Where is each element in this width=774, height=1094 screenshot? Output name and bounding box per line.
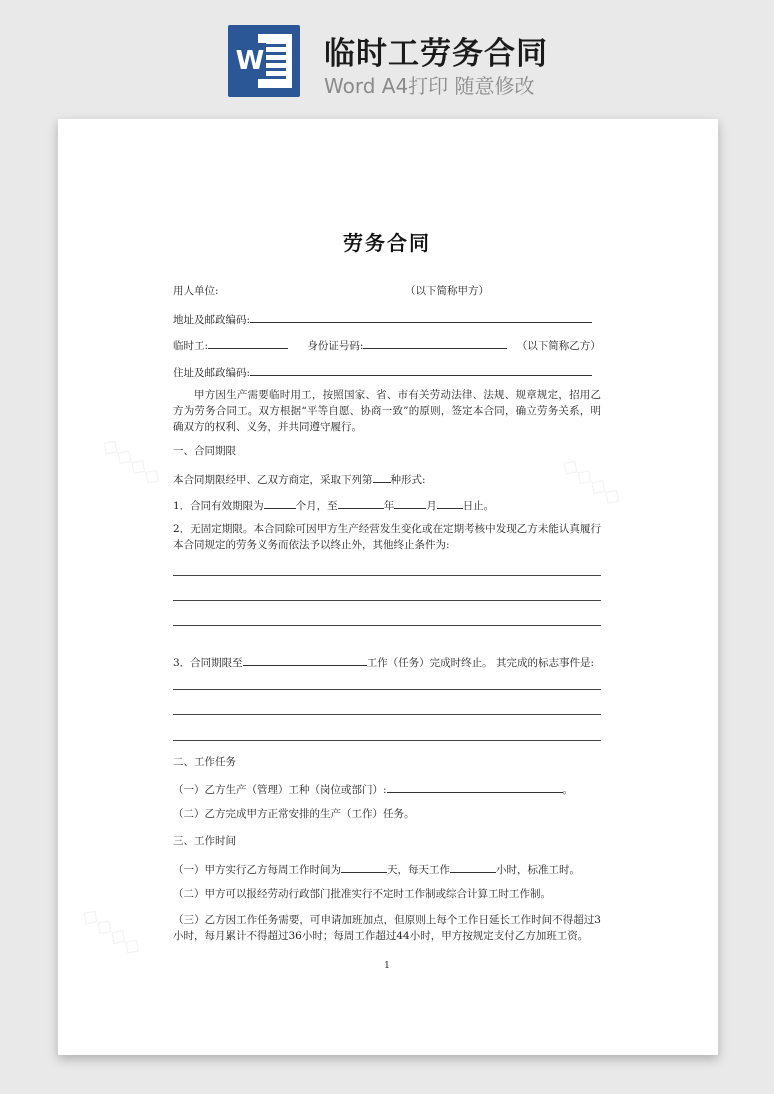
term-options-line	[173, 471, 601, 487]
intro-paragraph: 甲方因生产需要临时用工，按照国家、省、市有关劳动法律、法规、规章规定，招用乙方为劳务合同工。双方根据“平等自愿、协商一致”的原则，签定本合同，确立劳务关系，明确双方的权利、义务，并共同遵守履行。	[173, 389, 601, 433]
fixed-term-text: 1．合同有效期限为	[173, 500, 264, 512]
days-per-week-field[interactable]	[341, 861, 387, 873]
job-type-field[interactable]	[387, 781, 563, 793]
task-field[interactable]	[243, 654, 367, 666]
blank-line[interactable]	[173, 625, 601, 626]
employer-address-field[interactable]	[250, 311, 592, 323]
hours-per-day-field[interactable]	[450, 861, 496, 873]
term-options-suffix: 种形式:	[390, 474, 426, 486]
hours-suffix: 小时，标准工时。	[496, 864, 580, 876]
task-term-text: 3．合同期限至	[173, 657, 243, 669]
task-term-line	[173, 654, 601, 670]
period-mark: 。	[562, 784, 574, 796]
watermark: ◇◇◇◇	[556, 451, 627, 512]
worker-address-field[interactable]	[250, 364, 592, 376]
worker-address-label: 住址及邮政编码:	[173, 367, 251, 379]
task-item-2: （二）乙方完成甲方正常安排的生产（工作）任务。	[173, 808, 415, 820]
year-label: 年	[383, 500, 395, 512]
temp-worker-name-field[interactable]	[208, 337, 288, 349]
section-3-heading: 三、工作时间	[173, 835, 236, 847]
term-options-text: 本合同期限经甲、乙双方商定，采取下列第	[173, 474, 373, 486]
hours-item-2: （二）甲方可以报经劳动行政部门批准实行不定时工作制或综合计算工时工作制。	[173, 888, 551, 900]
fixed-term-text: 个月，至	[295, 500, 338, 512]
worker-address-line	[173, 364, 601, 380]
end-year-field[interactable]	[338, 497, 384, 509]
header-banner	[0, 0, 774, 112]
document-title: 劳务合同	[343, 231, 431, 255]
day-label: 日止。	[462, 500, 495, 512]
employer-note: （以下简称甲方）	[405, 285, 489, 297]
hours-text: （一）甲方实行乙方每周工作时间为	[173, 864, 341, 876]
document-page	[58, 119, 718, 1055]
end-day-field[interactable]	[437, 497, 463, 509]
hours-line	[173, 861, 601, 877]
banner-subtitle: Word A4打印 随意修改	[324, 74, 535, 98]
job-type-text: （一）乙方生产（管理）工种（岗位或部门）:	[173, 784, 387, 796]
blank-line[interactable]	[173, 714, 601, 715]
word-icon-letter: W	[234, 43, 266, 79]
temp-worker-line	[173, 337, 601, 353]
section-1-heading: 一、合同期限	[173, 445, 236, 457]
id-number-field[interactable]	[363, 337, 507, 349]
blank-line[interactable]	[173, 575, 601, 576]
watermark: ◇◇◇◇	[96, 431, 167, 492]
blank-line[interactable]	[173, 740, 601, 741]
overtime-paragraph: （三）乙方因工作任务需要，可申请加班加点，但原则上每个工作日延长工作时间不得超过3小时，每月累计不得超过36小时；每周工作超过44小时，甲方按规定支付乙方加班工资。	[173, 914, 601, 942]
temp-worker-note: （以下简称乙方）	[516, 340, 601, 352]
open-term-paragraph: 2．无固定期限。本合同除可因甲方生产经营发生变化或在定期考核中发现乙方未能认真履行本合同规定的劳务义务而依法予以终止外，其他终止条件为:	[173, 523, 601, 551]
employer-label: 用人单位:	[173, 285, 219, 297]
employer-line	[173, 284, 601, 298]
job-type-line	[173, 781, 601, 797]
blank-line[interactable]	[173, 689, 601, 690]
month-label: 月	[426, 500, 437, 512]
section-2-heading: 二、工作任务	[173, 756, 236, 768]
hours-text: 天，每天工作	[387, 864, 450, 876]
word-document-icon	[228, 25, 300, 97]
task-term-suffix: 工作（任务）完成时终止。 其完成的标志事件是:	[366, 657, 595, 669]
page-number: 1	[384, 961, 390, 971]
blank-line[interactable]	[173, 600, 601, 601]
fixed-term-line	[173, 497, 601, 513]
employer-address-line	[173, 311, 601, 327]
employer-address-label: 地址及邮政编码:	[173, 314, 251, 326]
end-month-field[interactable]	[394, 497, 426, 509]
term-option-field[interactable]	[373, 471, 391, 483]
watermark: ◇◇◇◇	[76, 901, 147, 962]
id-number-label: 身份证号码:	[307, 340, 364, 352]
temp-worker-label: 临时工:	[173, 340, 209, 352]
banner-title: 临时工劳务合同	[324, 36, 548, 72]
months-field[interactable]	[264, 497, 296, 509]
